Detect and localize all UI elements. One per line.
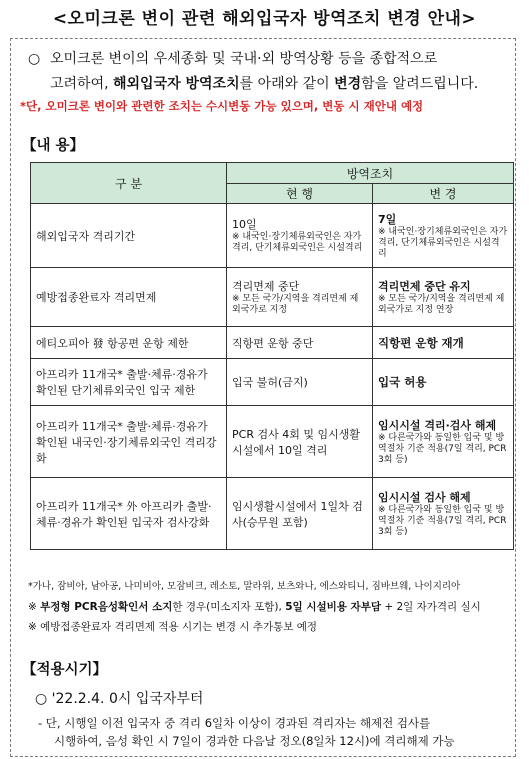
table-row	[31, 359, 514, 406]
change-notice: *단, 오미크론 변이와 관련한 조치는 수시변동 가능 있으며, 변동 시 재안내 예정	[20, 99, 424, 113]
row-category: 아프리카 11개국* 출발·체류·경유가 확인된 내국인·장기체류외국인 격리강화	[31, 406, 227, 478]
row-category: 아프리카 11개국* 外 아프리카 출발·체류·경유가 확인된 입국자 검사강화	[31, 478, 227, 550]
measures-table	[30, 162, 514, 550]
table-row	[31, 268, 514, 327]
header-measures: 방역조치	[227, 163, 514, 184]
intro-emphasis-overseas: 해외입국자 방역조치	[113, 76, 240, 92]
current-measure: 입국 불허(금지)	[227, 359, 373, 406]
changed-measure: 임시시설 격리·검사 해제 ※ 다른국가와 동일한 입국 및 방역절차 기준 적용(7일 격리, PCR 3회 등)	[373, 406, 514, 478]
footnote-pcr: ※ 부정형 PCR음성확인서 소지한 경우(미소지자 포함), 5일 시설비용 자부담 + 2일 자가격리 실시	[28, 601, 481, 613]
detail-paragraph	[38, 714, 516, 750]
table-row	[31, 327, 514, 359]
current-measure: 격리면제 중단 ※ 모든 국가/지역을 격리면제 제외국가로 지정	[227, 268, 373, 327]
table-row	[31, 204, 514, 268]
intro-line-1: 오미크론 변이의 우세종화 및 국내·외 방역상황 등을 종합적으로	[50, 51, 438, 67]
table-row	[31, 478, 514, 550]
changed-measure: 직항편 운항 재개	[373, 327, 514, 359]
changed-measure: 임시시설 검사 해제 ※ 다른국가와 동일한 입국 및 방역절차 기준 적용(7일 격리, PCR 3회 등)	[373, 478, 514, 550]
current-measure: 임시생활시설에서 1일차 검사(승무원 포함)	[227, 478, 373, 550]
current-measure: PCR 검사 4회 및 임시생활시설에서 10일 격리	[227, 406, 373, 478]
detail-line-1: - 단, 시행일 이전 입국자 중 격리 6일차 이상이 경과된 격리자는 해제전 검사를	[38, 716, 431, 730]
intro-bullet: ○	[28, 51, 41, 67]
header-change: 변 경	[373, 184, 514, 204]
changed-measure: 격리면제 중단 유지 ※ 모든 국가/지역을 격리면제 제외국가로 지정 연장	[373, 268, 514, 327]
changed-measure: 7일 ※ 내국인·장기체류외국인은 자가격리, 단기체류외국인은 시설격리	[373, 204, 514, 268]
page-title: <오미크론 변이 관련 해외입국자 방역조치 변경 안내>	[52, 9, 477, 29]
row-category: 아프리카 11개국* 출발·체류·경유가 확인된 단기체류외국인 입국 제한	[31, 359, 227, 406]
row-category: 에티오피아 發 항공편 운항 제한	[31, 327, 227, 359]
detail-line-2: 시행하여, 음성 확인 시 7일이 경과한 다음날 정오(8일차 12시)에 격리해제 가능	[54, 734, 455, 748]
table-row	[31, 406, 514, 478]
header-current: 현 행	[227, 184, 373, 204]
intro-emphasis-change: 변경	[334, 76, 362, 92]
changed-measure: 입국 허용	[373, 359, 514, 406]
footnote-countries: *가나, 잠비아, 남아공, 나미비아, 모잠비크, 레소토, 말라위, 보츠와나, 에스와티니, 짐바브웨, 나이지리아	[28, 581, 461, 592]
section-heading-timing: 【적용시기】	[22, 662, 108, 678]
current-measure: 10일 ※ 내국인·장기체류외국인은 자가격리, 단기체류외국인은 시설격리	[227, 204, 373, 268]
intro-line-2: 고려하여, 해외입국자 방역조치를 아래와 같이 변경함을 알려드립니다.	[50, 76, 479, 92]
current-measure: 직항편 운항 중단	[227, 327, 373, 359]
header-category: 구 분	[31, 163, 227, 204]
footnote-vaccine: ※ 예방접종완료자 격리면제 적용 시기는 변경 시 추가통보 예정	[28, 621, 318, 633]
row-category: 해외입국자 격리기간	[31, 204, 227, 268]
row-category: 예방접종완료자 격리면제	[31, 268, 227, 327]
section-heading-content: 【내 용】	[22, 138, 85, 154]
effective-date: ○ '22.2.4. 0시 입국자부터	[35, 691, 204, 707]
